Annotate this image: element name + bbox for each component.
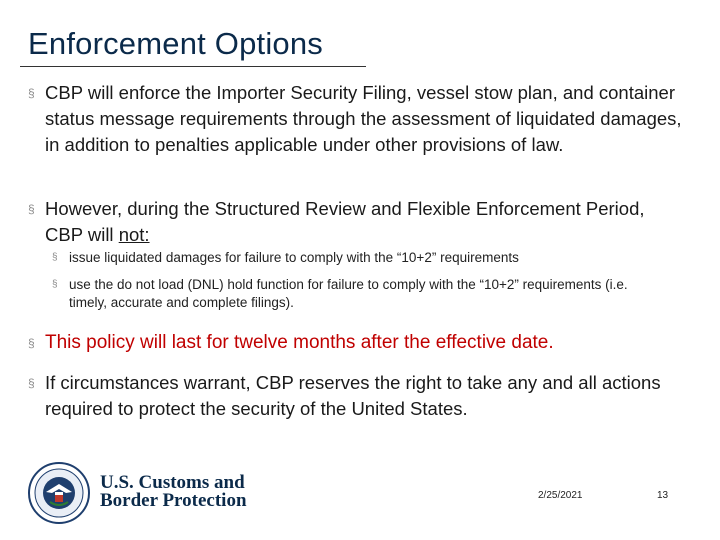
page-number: 13 (657, 490, 669, 501)
bullet-text-main: However, during the Structured Review and Flexible Enforcement Period, CBP will (45, 198, 645, 245)
subbullet-marker: § (52, 279, 58, 290)
slide-title: Enforcement Options (28, 26, 324, 61)
cbp-logo-text (100, 474, 247, 510)
bullet-text (28, 196, 683, 248)
bullet-marker: § (28, 336, 35, 350)
logo-line-1: U.S. Customs and (100, 472, 245, 493)
footer-date: 2/25/2021 (538, 490, 583, 501)
logo-line-2: Border Protection (100, 490, 247, 511)
bullet-text: If circumstances warrant, CBP reserves the right to take any and all actions required to protect the security of the United States. (45, 372, 661, 419)
bullet-marker: § (28, 202, 35, 216)
bullet-enforcement (28, 80, 683, 158)
subbullet-marker: § (52, 252, 58, 263)
subbullet-text: use the do not load (DNL) hold function for failure to comply with the “10+2” requirements (i.e. timely, accurate and complete filings). (69, 277, 628, 310)
bullet-text: CBP will enforce the Importer Security Filing, vessel stow plan, and container status message requirements through the assessment of liquidated damages, in addition to penalties applicable under other provisions of law. (45, 82, 682, 155)
bullet-policy-duration (28, 330, 683, 356)
bullet-structured-review (28, 196, 683, 248)
subbullet-dnl-hold (52, 276, 662, 312)
bullet-marker: § (28, 86, 35, 100)
bullet-marker: § (28, 376, 35, 390)
bullet-text: This policy will last for twelve months after the effective date. (45, 332, 554, 353)
title-underline-divider (20, 66, 366, 67)
bullet-text-underlined: not: (118, 224, 150, 245)
dhs-seal-icon (28, 462, 90, 524)
bullet-circumstances (28, 370, 683, 422)
subbullet-text: issue liquidated damages for failure to comply with the “10+2” requirements (69, 250, 519, 265)
subbullet-liquidated-damages (52, 249, 662, 267)
